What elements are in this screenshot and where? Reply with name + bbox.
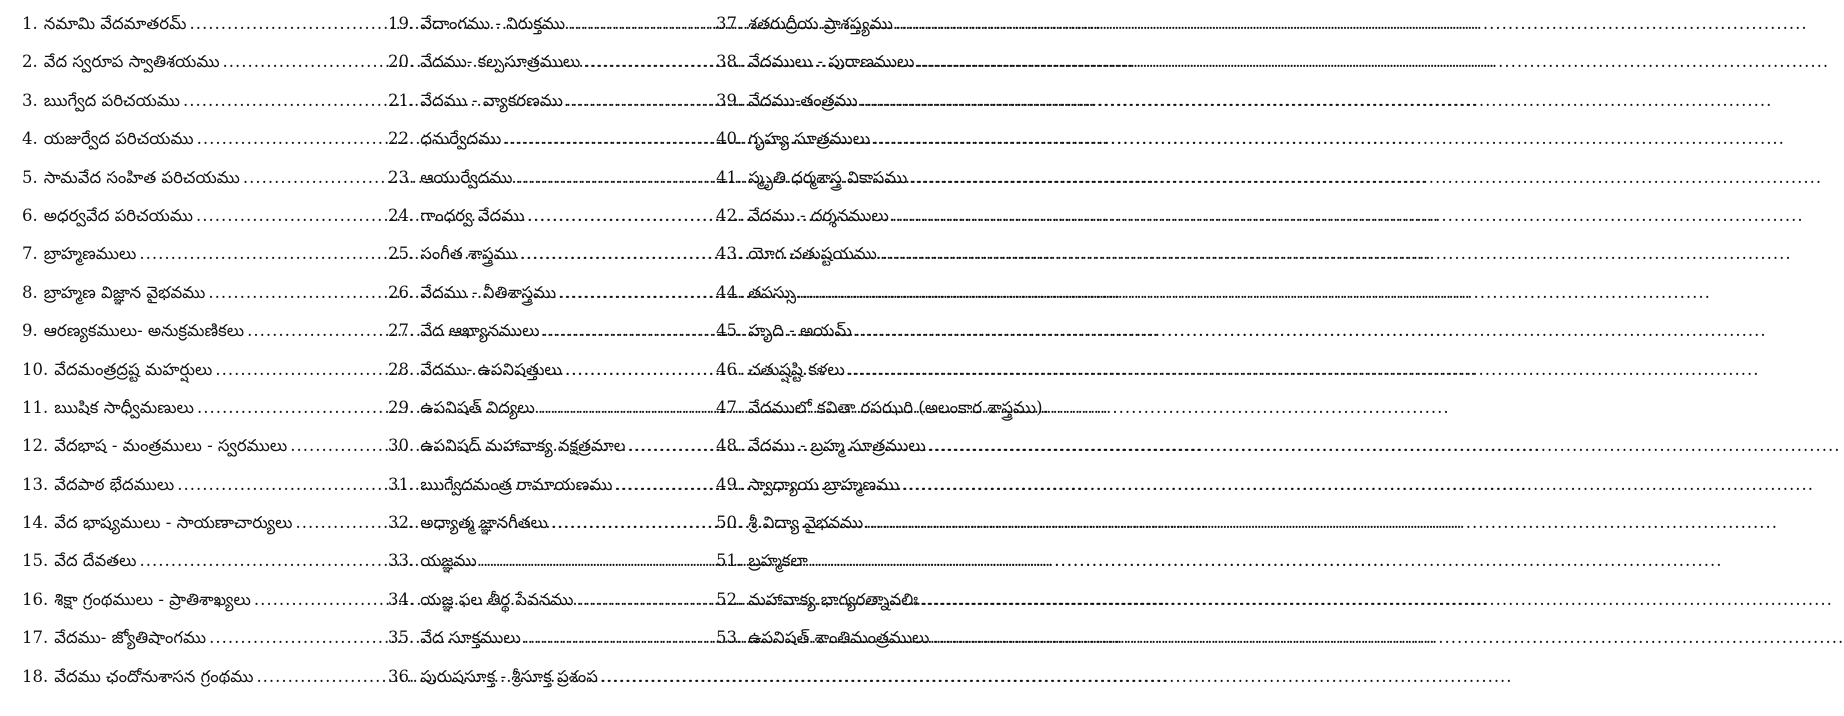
toc-entry-number: 16. [22, 589, 49, 609]
toc-entry-title: చతుష్షష్టి కళలు [748, 359, 845, 379]
toc-entry-title: యోగ చతుష్టయము [748, 244, 877, 264]
toc-entry-number: 22. [388, 129, 415, 149]
toc-entry-number: 31. [388, 474, 415, 494]
toc-entry [716, 129, 1114, 167]
toc-entry-number: 41. [716, 167, 743, 187]
toc-entry-title: శిక్షా గ్రంథములు - ప్రాతిశాఖ్యలు [54, 589, 251, 609]
toc-entry-title: వేదము-తంత్రము [748, 90, 858, 110]
toc-entry-title: వేదము- ఉపనిషత్తులు [420, 359, 562, 379]
toc-entry-number: 10. [22, 359, 49, 379]
toc-entry-number: 34. [388, 589, 415, 609]
toc-entry [388, 475, 714, 513]
toc-entry [388, 206, 714, 244]
toc-entry [22, 436, 382, 474]
dot-leader [516, 168, 714, 187]
toc-entry-title: బ్రాహ్మణ విజ్ఞాన వైభవము [43, 282, 206, 302]
toc-entry [716, 360, 1114, 398]
toc-entry [22, 244, 382, 282]
toc-entry-title: వేదపాఠ భేదములు [54, 474, 175, 494]
toc-entry-title: పురుషసూక్త - శ్రీసూక్త ప్రశంస [420, 666, 598, 686]
dot-leader [559, 283, 714, 302]
dot-leader [197, 398, 382, 417]
toc-entry-number: 20. [388, 52, 415, 72]
dot-leader [892, 206, 1114, 225]
toc-entry-number: 39. [716, 90, 743, 110]
dot-leader [223, 52, 382, 71]
toc-entry-number: 40. [716, 129, 743, 149]
dot-leader [543, 321, 714, 340]
toc-entry-title: వేదములో కవితా రసఝరి (అలంకార శాస్త్రము). [748, 397, 1048, 417]
dot-leader [524, 628, 714, 647]
toc-entry [388, 590, 714, 628]
toc-entry-title: గృహ్య సూత్రములు [748, 129, 871, 149]
toc-entry-title: యజుర్వేద పరిచయము [43, 129, 194, 149]
dot-leader [243, 168, 382, 187]
dot-leader [480, 551, 714, 570]
toc-entry-number: 50. [716, 513, 743, 533]
dot-leader [615, 475, 714, 494]
toc-entry-number: 32. [388, 513, 415, 533]
toc-entry [388, 667, 714, 705]
toc-entry-title: ఉపనిషద్ మహావాక్య నక్షత్రమాల [420, 436, 626, 456]
toc-entry [716, 52, 1114, 90]
toc-entry-number: 49. [716, 474, 743, 494]
toc-entry-title: వేదము - దర్శనములు [748, 205, 889, 225]
toc-entry-title: శ్రీ విద్యా వైభవము [748, 513, 864, 533]
toc-entry [716, 590, 1114, 628]
dot-leader [866, 513, 1114, 532]
toc-entry-number: 38. [716, 52, 743, 72]
toc-entry-title: వేదము - వ్యాకరణము [420, 90, 563, 110]
toc-entry-number: 52. [716, 589, 743, 609]
toc-entry-title: వేదాంగము - నిరుక్తము [420, 14, 566, 33]
toc-entry [22, 168, 382, 206]
toc-entry-title: శతరుద్రీయ ప్రాశస్త్యము [748, 14, 893, 33]
toc-entry-title: వేదము- జ్యోతిషాంగము [54, 628, 207, 648]
toc-entry [716, 168, 1114, 206]
toc-entry-title: వేదము - బ్రహ్మ సూత్రములు [748, 436, 926, 456]
toc-entry-number: 21. [388, 90, 415, 110]
dot-leader [628, 436, 714, 455]
toc-entry-title: వేదము- కల్పసూత్రములు [420, 52, 581, 72]
toc-entry [716, 436, 1114, 474]
toc-entry-number: 14. [22, 513, 49, 533]
dot-leader [873, 129, 1114, 148]
toc-entry-number: 36. [388, 666, 415, 686]
toc-entry-number: 23. [388, 167, 415, 187]
toc-entry-title: ఋగ్వేదమంత్ర రామాయణము [420, 474, 613, 494]
toc-column-2 [388, 14, 714, 705]
toc-entry-title: సంగీత శాస్త్రము [420, 244, 517, 264]
toc-entry-title: ఋషిక సాధ్వీమణులు [54, 397, 194, 417]
toc-entry-number: 35. [388, 628, 415, 648]
dot-leader [527, 206, 714, 225]
toc-entry-number: 2. [22, 52, 38, 72]
toc-entry-number: 53. [716, 628, 743, 648]
dot-leader [601, 667, 714, 686]
toc-entry-title: గాంధర్వ వేదము [420, 205, 525, 225]
dot-leader [929, 436, 1114, 455]
toc-entry-title: ఉపనిషత్ శాంతిమంత్రములు [748, 628, 930, 648]
toc-entry-number: 45. [716, 321, 743, 341]
toc-entry [22, 283, 382, 321]
toc-entry [22, 321, 382, 359]
toc-entry-title: స్వాధ్యాయ బ్రాహ్మణము [748, 474, 900, 494]
toc-entry [388, 398, 714, 436]
dot-leader [551, 513, 714, 532]
dot-leader [848, 360, 1114, 379]
dot-leader [799, 283, 1114, 302]
toc-entry [716, 244, 1114, 282]
toc-entry [22, 590, 382, 628]
toc-entry-number: 43. [716, 244, 743, 264]
toc-entry-title: వేద స్వరూప స్వాతిశయము [43, 52, 220, 72]
toc-entry [716, 321, 1114, 359]
toc-entry [388, 91, 714, 129]
dot-leader [177, 475, 382, 494]
dot-leader [855, 321, 1114, 340]
toc-entry-title: ఆరణ్యకములు- అనుక్రమణికలు [43, 321, 245, 341]
toc-entry [388, 14, 714, 52]
toc-entry [388, 436, 714, 474]
toc-entry [22, 129, 382, 167]
dot-leader [190, 14, 383, 33]
dot-leader [910, 168, 1114, 187]
toc-entry [388, 551, 714, 589]
toc-entry-number: 5. [22, 167, 38, 187]
dot-leader [140, 551, 382, 570]
dot-leader [247, 321, 382, 340]
toc-entry-title: బ్రహ్మకలా [748, 551, 808, 571]
toc-entry-title: వేదము - నీతిశాస్త్రము [420, 282, 557, 302]
toc-entry-title: వేదములు - పురాణములు [748, 52, 915, 72]
toc-entry-number: 11. [22, 397, 49, 417]
toc-entry-number: 44. [716, 282, 743, 302]
dot-leader [811, 551, 1114, 570]
toc-entry [388, 628, 714, 666]
dot-leader [254, 590, 382, 609]
toc-entry-number: 25. [388, 244, 415, 264]
dot-leader [196, 206, 382, 225]
dot-leader [880, 244, 1114, 263]
dot-leader [296, 513, 382, 532]
toc-entry-number: 6. [22, 205, 38, 225]
toc-entry [22, 14, 382, 52]
dot-leader [215, 360, 382, 379]
toc-entry-number: 46. [716, 359, 743, 379]
toc-entry [716, 91, 1114, 129]
toc-entry [388, 283, 714, 321]
dot-leader [583, 52, 714, 71]
dot-leader [208, 283, 382, 302]
toc-entry [22, 628, 382, 666]
toc-entry [716, 398, 1114, 436]
toc-entry [22, 52, 382, 90]
dot-leader [921, 590, 1114, 609]
toc-entry [388, 52, 714, 90]
toc-entry [388, 321, 714, 359]
dot-leader [902, 475, 1114, 494]
toc-entry-title: వేద ఆఖ్యానములు [420, 321, 540, 341]
dot-leader [256, 667, 382, 686]
toc-entry-number: 33. [388, 551, 415, 571]
toc-entry [716, 283, 1114, 321]
toc-entry-title: ఉపనిషత్ విద్యలు [420, 397, 535, 417]
toc-entry-number: 27. [388, 321, 415, 341]
toc-entry [22, 360, 382, 398]
toc-entry [716, 551, 1114, 589]
toc-entry-number: 7. [22, 244, 38, 264]
toc-entry [388, 513, 714, 551]
toc-entry-number: 26. [388, 282, 415, 302]
toc-entry-title: యజ్ఞము [420, 551, 477, 571]
toc-entry [388, 168, 714, 206]
toc-entry-title: తపస్సు [748, 282, 797, 302]
dot-leader [576, 590, 714, 609]
dot-leader [139, 244, 382, 263]
toc-entry-number: 13. [22, 474, 49, 494]
toc-entry-title: వేదమంత్రద్రష్ట మహర్షులు [54, 359, 213, 379]
dot-leader [183, 91, 382, 110]
toc-entry-title: అధర్వవేద పరిచయము [43, 205, 194, 225]
toc-entry-number: 15. [22, 551, 49, 571]
toc-entry-title: మహావాక్య భాగ్యరత్నావలిః [748, 589, 919, 609]
toc-entry-number: 30. [388, 436, 415, 456]
toc-entry-title: నమామి వేదమాతరమ్ [43, 14, 187, 33]
toc-entry-number: 3. [22, 90, 38, 110]
toc-entry-title: స్మృతి ధర్మశాస్త్ర వికాసము [748, 167, 908, 187]
toc-entry-title: అధ్యాత్మ జ్ఞానగీతలు [420, 513, 548, 533]
toc-entry-number: 9. [22, 321, 38, 341]
toc-entry-number: 28. [388, 359, 415, 379]
toc-entry-title: వేద దేవతలు [54, 551, 137, 571]
toc-entry [22, 551, 382, 589]
dot-leader [917, 52, 1114, 71]
toc-entry [22, 513, 382, 551]
toc-entry [716, 513, 1114, 551]
toc-entry-number: 17. [22, 628, 49, 648]
toc-column-1 [22, 14, 382, 705]
toc-entry-number: 8. [22, 282, 38, 302]
toc-entry-number: 1. [22, 14, 38, 33]
dot-leader [290, 436, 382, 455]
toc-column-3 [716, 14, 1114, 667]
toc-entry [22, 475, 382, 513]
toc-entry-title: వేద భాష్యములు - సాయణాచార్యులు [54, 513, 293, 533]
dot-leader [520, 244, 714, 263]
dot-leader [566, 91, 714, 110]
toc-entry-title: హృది - అయమ్ [748, 321, 852, 341]
toc-entry-number: 47. [716, 397, 743, 417]
toc-entry-title: ఆయుర్వేదము [420, 167, 513, 187]
dot-leader [504, 129, 714, 148]
toc-entry [22, 667, 382, 705]
toc-entry-title: ధనుర్వేదము [420, 129, 502, 149]
toc-entry [716, 628, 1114, 666]
dot-leader [861, 91, 1114, 110]
toc-entry [716, 206, 1114, 244]
toc-entry [388, 360, 714, 398]
toc-entry-title: బ్రాహ్మణములు [43, 244, 137, 264]
toc-entry [388, 129, 714, 167]
toc-entry-number: 24. [388, 205, 415, 225]
toc-entry-title: వేదము ఛందోనుశాసన గ్రంథము [54, 666, 254, 686]
toc-entry-title: యజ్ఞ ఫల తీర్థ సేవనము [420, 589, 574, 609]
toc-entry [388, 244, 714, 282]
dot-leader [209, 628, 382, 647]
dot-leader [565, 360, 714, 379]
toc-entry [22, 398, 382, 436]
dot-leader [568, 14, 714, 33]
dot-leader [197, 129, 382, 148]
toc-entry-title: ఋగ్వేద పరిచయము [43, 90, 180, 110]
toc-entry [22, 206, 382, 244]
toc-entry-number: 18. [22, 666, 49, 686]
toc-entry-number: 4. [22, 129, 38, 149]
toc-entry-number: 48. [716, 436, 743, 456]
toc-entry-number: 29. [388, 397, 415, 417]
toc-entry-number: 12. [22, 436, 49, 456]
toc-entry-number: 37. [716, 14, 743, 33]
toc-entry-title: వేదభాష - మంత్రములు - స్వరములు [54, 436, 288, 456]
toc-entry-title: సామవేద సంహిత పరిచయము [43, 167, 240, 187]
toc-entry-number: 42. [716, 205, 743, 225]
dot-leader [932, 628, 1114, 647]
toc-entry [22, 91, 382, 129]
toc-entry [716, 14, 1114, 52]
toc-entry-number: 19. [388, 14, 415, 33]
dot-leader [538, 398, 714, 417]
toc-entry [716, 475, 1114, 513]
toc-entry-title: వేద సూక్తములు [420, 628, 521, 648]
toc-entry-number: 51. [716, 551, 743, 571]
dot-leader [896, 14, 1114, 33]
